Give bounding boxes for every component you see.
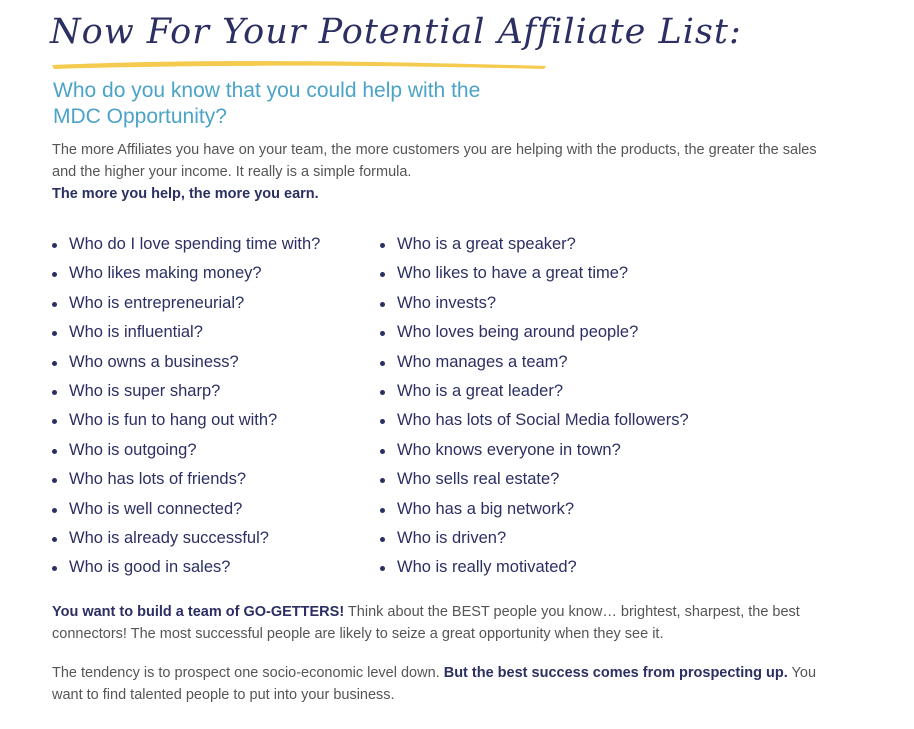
list-item (380, 468, 689, 497)
bullet-icon (52, 566, 57, 571)
list-item-text: Who likes to have a great time? (397, 264, 629, 283)
bullet-icon (380, 566, 385, 571)
question-list-left (52, 233, 320, 586)
list-item-text: Who knows everyone in town? (397, 440, 621, 459)
list-item (52, 262, 320, 291)
list-item (52, 498, 320, 527)
bullet-icon (52, 390, 57, 395)
list-item (380, 351, 689, 380)
list-item (380, 262, 689, 291)
list-item-text: Who loves being around people? (397, 323, 639, 342)
list-item-text: Who is driven? (397, 528, 507, 547)
list-item-text: Who sells real estate? (397, 470, 560, 489)
list-item-text: Who is a great speaker? (397, 235, 576, 253)
list-item (52, 321, 320, 350)
list-item (52, 527, 320, 556)
go-getters-bold: You want to build a team of GO-GETTERS! (52, 604, 345, 620)
list-item (380, 233, 689, 262)
bullet-icon (52, 361, 57, 366)
list-item (380, 439, 689, 468)
bullet-icon (380, 390, 385, 395)
list-item (52, 292, 320, 321)
bullet-icon (380, 419, 385, 424)
list-item (52, 380, 320, 409)
list-item-text: Who is already successful? (69, 528, 269, 547)
bullet-icon (380, 331, 385, 336)
bullet-icon (52, 272, 57, 277)
prospecting-text-2: You want to find talented people to put into your business. (52, 665, 817, 703)
list-item-text: Who is a great leader? (397, 381, 564, 400)
list-item (52, 468, 320, 497)
list-item-text: Who manages a team? (397, 352, 568, 371)
bullet-icon (52, 302, 57, 307)
go-getters-paragraph (52, 601, 822, 645)
intro-text: The more Affiliates you have on your team, the more customers you are helping with the products, the greater the sales and the higher your income. It really is a simple formula. (52, 142, 817, 180)
list-item-text: Who is good in sales? (69, 558, 231, 577)
bullet-icon (52, 243, 57, 248)
bullet-icon (52, 419, 57, 424)
list-item (52, 233, 320, 262)
list-item (52, 556, 320, 585)
bullet-icon (380, 243, 385, 248)
intro-paragraph (52, 139, 822, 205)
list-item-text: Who is really motivated? (397, 558, 577, 577)
list-item (52, 439, 320, 468)
prospecting-paragraph (52, 662, 822, 706)
list-item (52, 351, 320, 380)
list-item-text: Who invests? (397, 293, 497, 312)
page-title-block (50, 6, 742, 70)
page-title: Now For Your Potential Affiliate List: (50, 12, 742, 52)
bullet-icon (380, 361, 385, 366)
list-item-text: Who is outgoing? (69, 440, 197, 459)
go-getters-text: Think about the BEST people you know… brightest, sharpest, the best connectors! The most successful people are likely to seize a great opportunity when they see it. (52, 604, 800, 642)
list-item-text: Who likes making money? (69, 264, 262, 283)
bullet-icon (380, 272, 385, 277)
list-item (380, 527, 689, 556)
list-item-text: Who owns a business? (69, 352, 239, 371)
list-item-text: Who is super sharp? (69, 381, 221, 400)
question-list-right (380, 233, 689, 586)
section-heading (53, 78, 573, 130)
bullet-icon (52, 331, 57, 336)
list-item-text: Who is entrepreneurial? (69, 293, 245, 312)
list-item-text: Who is fun to hang out with? (69, 411, 278, 430)
list-item (380, 556, 689, 585)
list-item-text: Who has lots of friends? (69, 470, 247, 489)
bullet-icon (380, 449, 385, 454)
heading-line-1: Who do you know that you could help with the (53, 79, 481, 102)
list-item-text: Who is well connected? (69, 499, 243, 518)
list-item (380, 409, 689, 438)
bullet-icon (52, 537, 57, 542)
bullet-icon (52, 478, 57, 483)
prospecting-bold: But the best success comes from prospecting up. (443, 665, 788, 681)
title-underline-brush (50, 56, 550, 72)
bullet-icon (52, 508, 57, 513)
list-item (52, 409, 320, 438)
prospecting-text: The tendency is to prospect one socio-economic level down. (52, 665, 444, 681)
bullet-icon (380, 302, 385, 307)
list-item (380, 292, 689, 321)
list-item (380, 498, 689, 527)
heading-line-2: MDC Opportunity? (53, 105, 227, 128)
list-item-text: Who has a big network? (397, 499, 575, 518)
list-item-text: Who is influential? (69, 323, 203, 342)
list-item (380, 380, 689, 409)
bullet-icon (52, 449, 57, 454)
bullet-icon (380, 508, 385, 513)
list-item-text: Who has lots of Social Media followers? (397, 411, 689, 430)
list-item-text: Who do I love spending time with? (69, 235, 321, 253)
bullet-icon (380, 478, 385, 483)
list-item (380, 321, 689, 350)
intro-bold-text: The more you help, the more you earn. (52, 186, 319, 202)
bullet-icon (380, 537, 385, 542)
